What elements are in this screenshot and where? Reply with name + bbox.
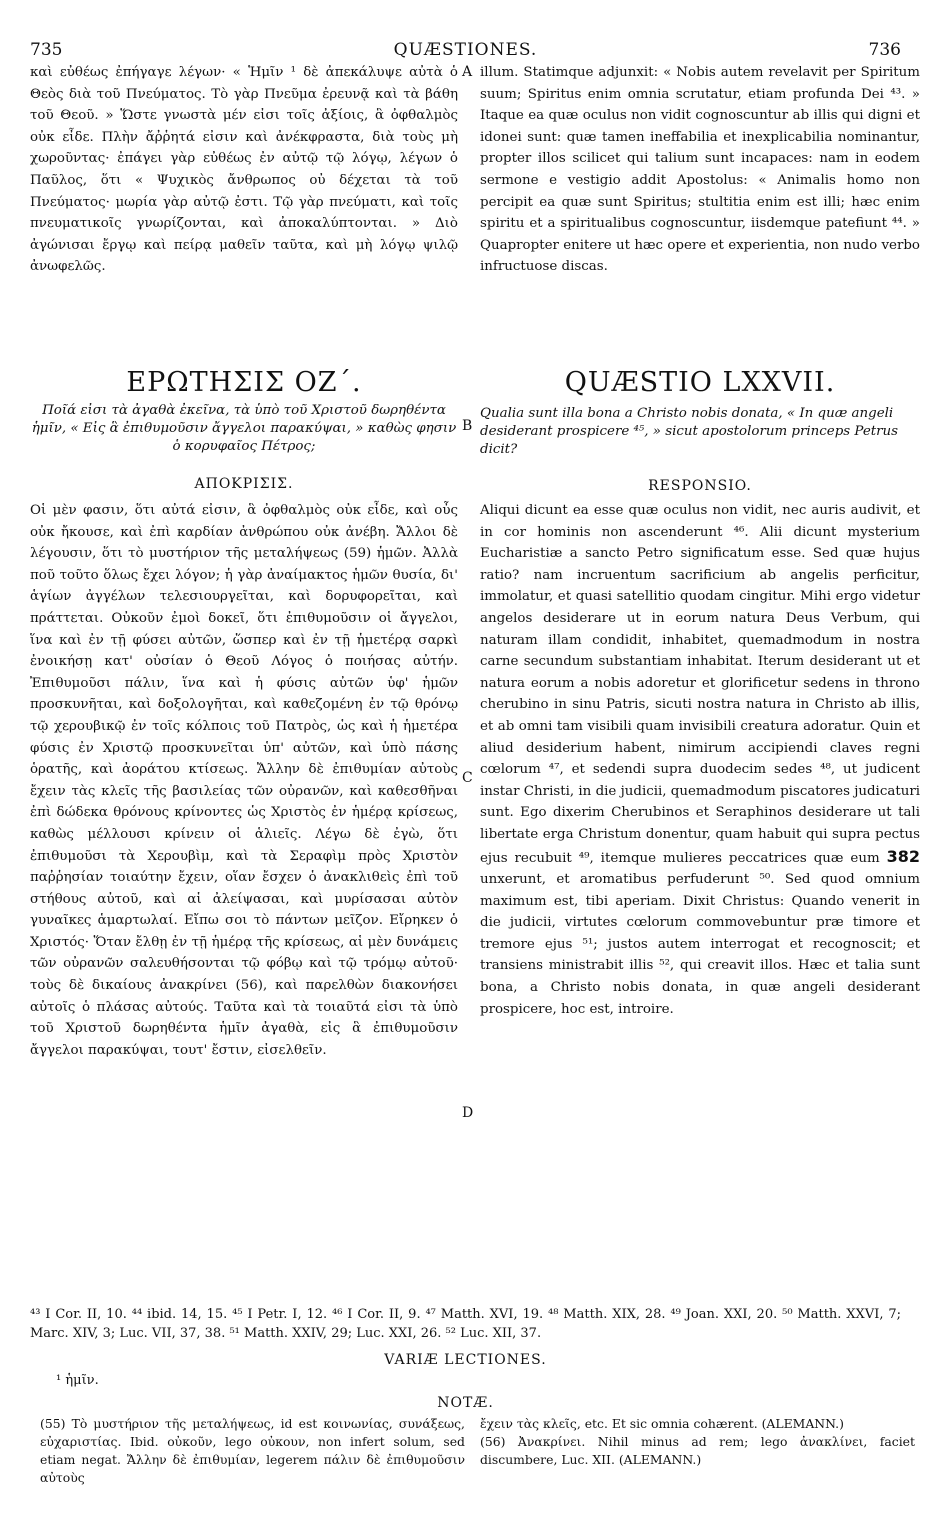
- note-55-continued: ἔχειν τὰς κλεῖς, etc. Et sic omnia cohærent. (ALEMANN.): [480, 1416, 844, 1431]
- latin-answer-part-2: unxerunt, et aromatibus perfuderunt ⁵⁰. Sed quod omnium maximum est, tibi aperiam. Dixit Christus: Quando venerit in die judicii, virtutes cœlorum commovebuntur præ timore et tremore ejus ⁵¹; justos autem interrogat et recognoscit; et transiens ministrabit illis ⁵², qui creavit illos. Hæc et talia sunt bona, a Christo nobis donata, in quæ angeli desiderant prospicere, hoc est, introire.: [480, 872, 920, 1017]
- latin-question-heading: QUÆSTIO LXXVII.: [564, 367, 836, 398]
- greek-answer-text: Οἱ μὲν φασιν, ὅτι αὐτά εἰσιν, ἃ ὀφθαλμὸς οὐκ εἶδε, καὶ οὖς οὐκ ἤκουσε, καὶ ἐπὶ καρδίαν ἀνθρώπου οὐκ ἀνέβη. Ἄλλοι δὲ λέγουσιν, ὅτι τὸ μυστήριον τῆς μεταλήψεως (59) ἡμῶν. Ἀλλὰ ποῦ τοῦτο ὅλως ἔχει λόγον; ἡ γὰρ ἀναίμακτος ἡμῶν θυσία, δι' ἁγίων ἀγγέλων τελεσιουργεῖται, καὶ δορυφορεῖται, καὶ πράττεται. Οὐκοῦν ἐμοὶ δοκεῖ, ὅτι ἐπιθυμοῦσιν οἱ ἄγγελοι, ἵνα καὶ ἐν τῇ φύσει αὐτῶν, ὥσπερ καὶ ἐν τῇ ἡμετέρᾳ σαρκὶ ἐνοικήσῃ κατ' οὐσίαν ὁ Θεοῦ Λόγος ὁ ποιήσας αὐτήν. Ἐπιθυμοῦσι πάλιν, ἵνα καὶ ἡ φύσις αὐτῶν ὑφ' ἡμῶν προσκυνῆται, καὶ δοξολογῆται, καὶ καθεζομένη ἐν τῷ θρόνῳ τῷ χερουβικῷ ἐν τοῖς κόλποις τοῦ Πατρὸς, ὡς καὶ ἡ ἡμετέρα φύσις ἐν Χριστῷ προσκυνεῖται ὑπ' αὐτῶν, καὶ ὑπὸ πάσης ὁρατῆς, καὶ ἀοράτου κτίσεως. Ἄλλην δὲ ἐπιθυμίαν αὐτοὺς ἔχειν τὰς κλεῖς τῆς βασιλείας τῶν οὐρανῶν, καὶ καθεσθῆναι ἐπὶ δώδεκα θρόνους κρίνοντες ὡς Χριστὸς ἐν ἡμέρᾳ κρίσεως, καθὼς μέλλουσι κρίνειν οἱ ἁλιεῖς. Λέγω δὲ ἐγὼ, ὅτι ἐπιθυμοῦσι τὰ Χερουβὶμ, καὶ τὰ Σεραφὶμ πρὸς Χριστὸν παῤῥησίαν τοιαύτην ἔχειν, οἵαν ἔσχεν ὁ ἀνακλιθεὶς ἐπὶ τοῦ στήθους αὐτοῦ, καὶ αἱ ἀλείψασαι, καὶ μυρίσασαι αὐτὸν γυναῖκες ἁμαρτωλαί. Εἴπω σοι τὸ πάντων μεῖζον. Εἴρηκεν ὁ Χριστός· Ὅταν ἔλθῃ ἐν τῇ ἡμέρᾳ τῆς κρίσεως, αἱ μὲν δυνάμεις τῶν οὐρανῶν σαλευθήσονται τῷ φόβῳ καὶ τῷ τρόμῳ αὐτοῦ· τοὺς δὲ δικαίους ἀνακρίνει (56), καὶ παρελθὼν διακονήσει αὐτοῖς ὁ πλάσας αὐτούς. Ταῦτα καὶ τὰ τοιαῦτά εἰσι τὰ ὑπὸ τοῦ Χριστοῦ δωρηθέντα ἡμῖν ἀγαθὰ, εἰς ἃ ἐπιθυμοῦσιν ἄγγελοι παρακύψαι, τουτ' ἔστιν, εἰσελθεῖν.: [30, 503, 458, 1058]
- margin-letter-b: B: [462, 418, 473, 434]
- running-header: [30, 40, 901, 62]
- margin-letter-d: D: [462, 1105, 474, 1121]
- greek-column-top: [30, 62, 458, 278]
- latin-answer-part-1: Aliqui dicunt ea esse quæ oculus non vidit, nec auris audivit, et in cor hominis non ascenderunt ⁴⁶. Alii dicunt mysterium Eucharistiæ a sancto Petro significatum esse. Sed quæ hujus ratio? nam incruentum sacrificium ab angelis perficitur, immolatur, et quasi satellitio quodam cingitur. Mihi ergo videtur angelos desiderare ut in eorum natura Deus Verbum, qui naturam illam condidit, inhabitet, quemadmodum in nostra carne secundum substantiam inhabitat. Iterum desiderant ut et natura eorum a nobis adoretur et glorificetur sedens in throno cherubino in sinu Patris, sicuti nostra natura in Christo ab illis, et ab omni tam visibili quam invisibili creatura adoratur. Quin et aliud desiderium habent, nimirum accipiendi claves regni cœlorum ⁴⁷, et sedendi supra duodecim sedes ⁴⁸, ut judicent instar Christi, in die judicii, quemadmodum piscatores judicaturi sunt. Ego dixerim Cherubinos et Seraphinos desiderare ut tali libertate erga Christum donentur, quam habuit qui supra pectus ejus recubuit ⁴⁹, itemque mulieres peccatrices quæ eum: [480, 503, 921, 866]
- variae-lectiones-heading: VARIÆ LECTIONES.: [384, 1352, 547, 1368]
- greek-response-label: ΑΠΟΚΡΙΣΙΣ.: [194, 476, 294, 492]
- page-marker-number: 382: [886, 846, 920, 866]
- margin-letter-c: C: [462, 770, 473, 786]
- page-number-left: 735: [30, 40, 63, 60]
- note-56: (56) Ἀνακρίνει. Nihil minus ad rem; lego ἀνακλίνει, faciet discumbere, Luc. XII. (ALEMANN.): [480, 1434, 915, 1467]
- notae-heading: NOTÆ.: [437, 1395, 494, 1411]
- latin-paragraph: illum. Statimque adjunxit: « Nobis autem revelavit per Spiritum suum; Spiritus enim omnia scrutatur, etiam profunda Dei ⁴³. » Itaque ea quæ oculus non vidit cognoscuntur ab illis qui digni et idonei sunt: quæ tamen ineffabilia et inexplicabilia nominantur, propter illos scilicet qui talium sunt incapaces: nam in eodem sermone e vestigio addit Apostolus: « Animalis homo non percipit ea quæ sunt Spiritus; stultitia enim est illi; hæc enim spiritu et a spiritualibus cognoscuntur, iisdemque patefiunt ⁴⁴. » Quapropter enitere ut hæc opere et experientia, non nudo verbo infructuose discas.: [480, 65, 920, 275]
- greek-paragraph: καὶ εὐθέως ἐπήγαγε λέγων· « Ἡμῖν ¹ δὲ ἀπεκάλυψε αὐτὰ ὁ Θεὸς διὰ τοῦ Πνεύματος. Τὸ γὰρ Πνεῦμα ἐρευνᾷ καὶ τὰ βάθη τοῦ Θεοῦ. » Ὥστε γνωστὰ μέν εἰσι τοῖς ἀξίοις, ἃ ὀφθαλμὸς οὐκ εἶδε. Πλὴν ἄῤῥητά εἰσιν καὶ ἀνέκφραστα, διὰ τοὺς μὴ χωροῦντας· ἐπάγει γὰρ εὐθέως ἐν αὐτῷ τῷ λόγῳ, λέγων ὁ Παῦλος, ὅτι « Ψυχικὸς ἄνθρωπος οὐ δέχεται τὰ τοῦ Πνεύματος· μωρία γὰρ αὐτῷ ἐστι. Τῷ γὰρ πνεύματι, καὶ τοῖς πνευματικοῖς γνωρίζονται, καὶ ἀποκαλύπτονται. » Διὸ ἀγώνισαι ἔργῳ καὶ πείρᾳ μαθεῖν ταῦτα, καὶ μὴ λόγῳ ψιλῷ ἀνωφελῶς.: [30, 65, 458, 275]
- page-number-right: 736: [868, 40, 901, 60]
- note-55: (55) Τὸ μυστήριον τῆς μεταλήψεως, id est κοινωνίας, συνάξεως, εὐχαριστίας. Ibid. οὐκοῦν, lego οὐκουν, non infert solum, sed etiam negat. Ἄλλην δὲ ἐπιθυμίαν, legerem πάλιν δὲ ἐπιθυμοῦσιν αὐτοὺς: [40, 1416, 465, 1485]
- footnotes: ⁴³ I Cor. II, 10. ⁴⁴ ibid. 14, 15. ⁴⁵ I Petr. I, 12. ⁴⁶ I Cor. II, 9. ⁴⁷ Matth. XVI, 19. ⁴⁸ Matth. XIX, 28. ⁴⁹ Joan. XXI, 20. ⁵⁰ Matth. XXVI, 7; Marc. XIV, 3; Luc. VII, 37, 38. ⁵¹ Matth. XXIV, 29; Luc. XXI, 26. ⁵² Luc. XII, 37.: [30, 1307, 901, 1341]
- latin-column-top: [480, 62, 920, 278]
- greek-answer-column: [30, 500, 458, 1061]
- latin-response-label: RESPONSIO.: [648, 478, 752, 494]
- greek-question-heading: ΕΡΩΤΗΣΙΣ ΟΖ΄.: [126, 367, 362, 398]
- margin-letter-a: A: [462, 64, 473, 80]
- variae-lectiones-text: ¹ ἡμῖν.: [56, 1373, 99, 1388]
- latin-answer-text: [480, 500, 920, 1020]
- notes-left-column: [40, 1415, 465, 1487]
- notes-right-column: [480, 1415, 915, 1469]
- latin-answer-column: [480, 500, 920, 1020]
- running-title: QUÆSTIONES.: [393, 40, 538, 60]
- latin-question-subtitle: Qualia sunt illa bona a Christo nobis donata, « In quæ angeli desiderant prospicere ⁴⁵, » sicut apostolorum princeps Petrus dicit?: [480, 406, 899, 457]
- greek-question-subtitle: Ποῖά εἰσι τὰ ἀγαθὰ ἐκεῖνα, τὰ ὑπὸ τοῦ Χριστοῦ δωρηθέντα ἡμῖν, « Εἰς ἃ ἐπιθυμοῦσιν ἄγγελοι παρακύψαι, » καθὼς φησιν ὁ κορυφαῖος Πέτρος;: [31, 403, 457, 454]
